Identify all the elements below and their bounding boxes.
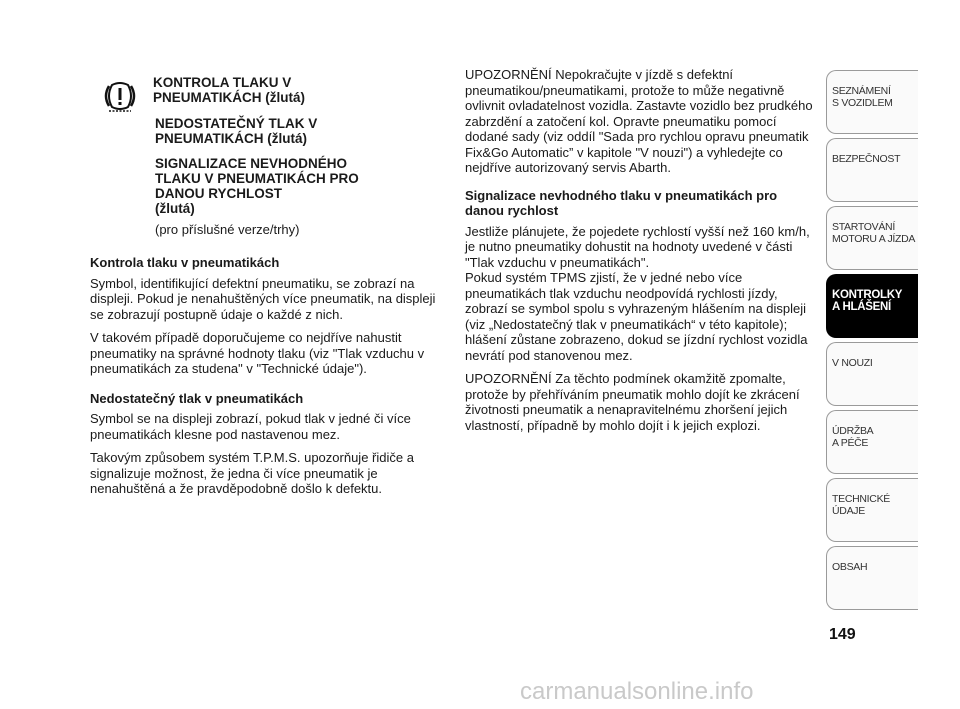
tab-startovani[interactable]: STARTOVÁNÍ MOTORU A JÍZDA <box>826 206 918 270</box>
right-column <box>465 67 817 441</box>
section-title: Nedostatečný tlak v pneumatikách <box>90 390 304 406</box>
heading-tpms <box>153 75 393 105</box>
tab-kontrolky[interactable]: KONTROLKY A HLÁŠENÍ <box>826 274 918 338</box>
heading-line: PNEUMATIKÁCH (žlutá) <box>155 131 307 146</box>
heading-speed-signal <box>155 156 435 216</box>
paragraph: V takovém případě doporučujeme co nejdříve nahustit pneumatiky na správné hodnoty tlaku (viz "Tlak vzduchu v pneumatikách za studena" v "Technické údaje"). <box>90 330 425 376</box>
heading-line: (žlutá) <box>155 201 195 216</box>
paragraph: Takovým způsobem systém T.P.M.S. upozorňuje řidiče a signalizuje možnost, že jedna či více pneumatik je nenahuštěná a že pravděpodobně došlo k defektu. <box>90 450 414 496</box>
paragraph: Symbol, identifikující defektní pneumatiku, se zobrazí na displeji. Pokud je nenahuštěných více pneumatik, na displeji se zobrazují postupně údaje o každé z nich. <box>90 275 436 322</box>
tab-technicke[interactable]: TECHNICKÉ ÚDAJE <box>826 478 918 542</box>
heading-line: KONTROLA TLAKU V <box>153 75 292 90</box>
heading-line: PNEUMATIKÁCH (žlutá) <box>153 90 305 105</box>
section-title: Kontrola tlaku v pneumatikách <box>90 255 280 270</box>
heading-line: TLAKU V PNEUMATIKÁCH PRO <box>155 171 359 186</box>
left-column <box>90 255 440 505</box>
tab-obsah[interactable]: OBSAH <box>826 546 918 610</box>
heading-line: SIGNALIZACE NEVHODNÉHO <box>155 156 348 171</box>
paragraph: Symbol se na displeji zobrazí, pokud tlak v jedné či více pneumatikách klesne pod nastavenou mez. <box>90 411 411 442</box>
tab-seznameni[interactable]: SEZNÁMENÍ S VOZIDLEM <box>826 70 918 134</box>
paragraph: Jestliže plánujete, že pojedete rychlostí vyšší než 160 km/h, je nutno pneumatiky dohustit na hodnoty uvedené v části "Tlak vzduchu v pneumatikách". Pokud systém TPMS zjistí, že v jedné nebo více pneumatikách tlak vzduchu neodpovídá rychlosti jízdy, zobrazí se symbol spolu s vyhrazeným hlášením na displeji (viz „Nedostatečný tlak v pneumatikách“ v této kapitole); hlášení zůstane zobrazeno, dokud se jízdní rychlost vozidla nevrátí pod stanovenou mez. <box>465 223 810 363</box>
tab-v-nouzi[interactable]: V NOUZI <box>826 342 918 406</box>
section-title: Signalizace nevhodného tlaku v pneumatikách pro danou rychlost <box>465 187 778 218</box>
page-number: 149 <box>829 626 856 643</box>
tab-bezpecnost[interactable]: BEZPEČNOST <box>826 138 918 202</box>
heading-line: DANOU RYCHLOST <box>155 186 282 201</box>
watermark: carmanualsonline.info <box>520 678 754 705</box>
warning-text: UPOZORNĚNÍ Za těchto podmínek okamžitě zpomalte, protože by přehříváním pneumatik mohlo dojít ke zkrácení životnosti pneumatik a nenapravitelnému zhoršení jejich vlastností, případně by mohlo dojít i k jejich explozi. <box>465 371 800 433</box>
version-note: (pro příslušné verze/trhy) <box>155 222 300 237</box>
heading-underinflated <box>155 116 405 146</box>
heading-line: NEDOSTATEČNÝ TLAK V <box>155 116 318 131</box>
tab-udrzba[interactable]: ÚDRŽBA A PÉČE <box>826 410 918 474</box>
warning-text: UPOZORNĚNÍ Nepokračujte v jízdě s defektní pneumatikou/pneumatikami, protože to může negativně ovlivnit ovladatelnost vozidla. Zastavte vozidlo bez prudkého zabrzdění a zatočení kol. Opravte pneumatiku pomocí dodané sady (viz oddíl "Sada pro rychlou opravu pneumatik Fix&Go Automatic” v kapitole "V nouzi") a vyhledejte co nejdříve autorizovaný servis Abarth. <box>465 67 813 175</box>
chapter-tabs <box>826 70 918 614</box>
tire-pressure-warning-icon <box>100 78 140 118</box>
